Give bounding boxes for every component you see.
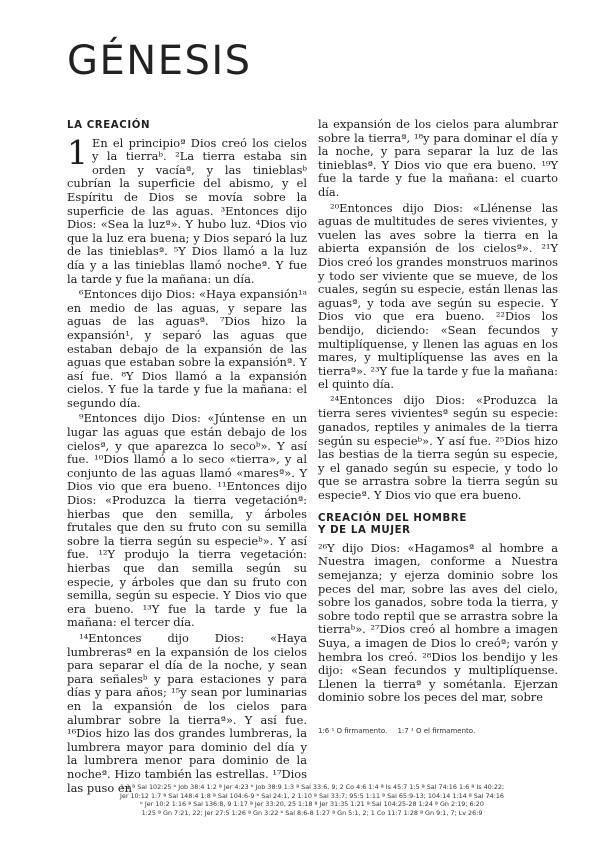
paragraph: ¹⁴Entonces dijo Dios: «Haya lumbrerasª en la expansión de los cielos para separar el día de la noche, y sean para señalesᵇ y para estaciones y para días y para años; ¹⁵y sean por luminarias en la expansión de los cielos para alumbrar sobre la tierraª». Y así fue. ¹⁶Dios hizo las dos grandes lumbreras, la lumbrera mayor para dominio del día y la lumbrera menor para dominio de la nocheª. Hizo también las estrellas. ¹⁷Dios las puso en: [67, 630, 307, 795]
paragraph: ⁶Entonces dijo Dios: «Haya expansión¹ᵃ en medio de las aguas, y separe las aguas de las aguasª. ⁷Dios hizo la expansión¹, y separó las aguas que estaban debajo de la expansión de las aguas que estaban sobre la expansiónª. Y así fue. ⁸Y Dios llamó a la expansión cielos. Y fue la tarde y fue la mañana: el segundo día.: [67, 287, 307, 410]
cross-reference-line: 1:1 ª Sal 102:25 ᵇ Job 38:4 1:2 ª Jer 4:23 ᵇ Job 38:9 1:3 ª Sal 33:6, 9; 2 Co 4:6 1:4 ª Is 45:7 1:5 ª Sal 74:16 1:6 ª Is 40:22;: [119, 783, 505, 791]
paragraph: la expansión de los cielos para alumbrar sobre la tierraª, ¹⁸y para dominar el día y la noche, y para separar la luz de las tinieblasª. Y Dios vio que era bueno. ¹⁹Y fue la tarde y fue la mañana: el cuarto día.: [318, 117, 558, 199]
chapter-drop-cap: 1: [67, 132, 88, 172]
footnote: 1:6 ¹ O firmamento.: [318, 727, 388, 735]
section-heading-man-woman: [318, 513, 558, 538]
section-heading-creation: LA CREACIÓN: [67, 120, 151, 131]
footnotes: [318, 727, 558, 736]
cross-reference-line: 1:25 ª Gn 7:21, 22; Jer 27:5 1:26 ª Gn 3:22 ᵇ Sal 8:6-8 1:27 ª Gn 5:1, 2; 1 Co 11:7 1:28 ª Gn 9:1, 7; Lv 26:9: [141, 808, 483, 817]
paragraph: ²⁰Entonces dijo Dios: «Llénense las aguas de multitudes de seres vivientes, y vuelen las aves sobre la tierra en la abierta expansión de los cielosª». ²¹Y Dios creó los grandes monstruos marinos y todo ser viviente que se mueve, de los cuales, según su especie, están llenas las aguasª, y toda ave según su especie. Y Dios vio que era bueno. ²²Dios los bendijo, diciendo: «Sean fecundos y multiplíquense, y llenen las aguas en los mares, y multiplíquense las aves en la tierraª». ²³Y fue la tarde y fue la mañana: el quinto día.: [318, 200, 558, 392]
cross-references: [67, 783, 557, 817]
section-heading-line: Y DE LA MUJER: [318, 525, 411, 537]
footnote: 1:7 ¹ O el firmamento.: [397, 727, 476, 735]
paragraph: ²⁶Y dijo Dios: «Hagamosª al hombre a Nuestra imagen, conforme a Nuestra semejanza; y ejerza dominio sobre los peces del mar, sobre las aves del cielo, sobre los ganados, sobre toda la tierra, y sobre todo reptil que se arrastra sobre la tierraᵇ». ²⁷Dios creó al hombre a imagen Suya, a imagen de Dios lo creóª; varón y hembra los creó. ²⁸Dios los bendijo y les dijo: «Sean fecundos y multiplíquense. Llenen la tierraª y sométanla. Ejerzan dominio sobre los peces del mar, sobre: [318, 540, 558, 705]
right-column: [318, 118, 558, 707]
book-title: GÉNESIS: [67, 38, 252, 84]
left-column: [67, 118, 307, 797]
paragraph: ⁹Entonces dijo Dios: «Júntense en un lugar las aguas que están debajo de los cielosª, y que aparezca lo secoᵇ». Y así fue. ¹⁰Dios llamó a lo seco «tierra», y al conjunto de las aguas llamó «maresª». Y Dios vio que era bueno. ¹¹Entonces dijo Dios: «Produzca la tierra vegetaciónª: hierbas que den semilla, y árboles frutales que den su fruto con su semilla sobre la tierra según su especieᵇ». Y así fue. ¹²Y produjo la tierra vegetación: hierbas que dan semilla según su especie, y árboles que dan su fruto con semilla, según su especie. Y Dios vio que era bueno. ¹³Y fue la tarde y fue la mañana: el tercer día.: [67, 411, 307, 630]
chapter-opening-paragraph: [67, 132, 307, 287]
section-heading-line: CREACIÓN DEL HOMBRE: [318, 512, 467, 524]
paragraph: ²⁴Entonces dijo Dios: «Produzca la tierra seres vivientesª según su especie: ganados, reptiles y animales de la tierra según su especieᵇ». Y así fue. ²⁵Dios hizo las bestias de la tierra según su especie, y el ganado según su especie, y todo lo que se arrastra sobre la tierra según su especieª. Y Dios vio que era bueno.: [318, 392, 558, 503]
cross-reference-line: ᵇ Jer 10:2 1:16 ª Sal 136:8, 9 1:17 ª Jer 33:20, 25 1:18 ª Jer 31:35 1:21 ª Sal 104:25-28 1:24 ª Gn 2:19; 6:20: [140, 800, 484, 809]
paragraph-text: En el principioª Dios creó los cielos y la tierraᵇ. ²La tierra estaba sin orden y vacíaª, y las tinieblasᵇ cubrían la superficie del abismo, y el Espíritu de Dios se movía sobre la superficie de las aguas. ³Entonces dijo Dios: «Sea la luzª». Y hubo luz. ⁴Dios vio que la luz era buena; y Dios separó la luz de las tinieblasª. ⁵Y Dios llamó a la luz día y a las tinieblas llamó nocheª. Y fue la tarde y fue la mañana: un día.: [67, 135, 307, 286]
cross-reference-line: Jer 10:12 1:7 ª Sal 148:4 1:8 ª Sal 104:6-9 ᵇ Sal 24:1, 2 1:10 ª Sal 33:7; 95:5 1:11 ª Sal 65:9-13; 104:14 1:14 ª Sal 74:16: [120, 791, 504, 800]
